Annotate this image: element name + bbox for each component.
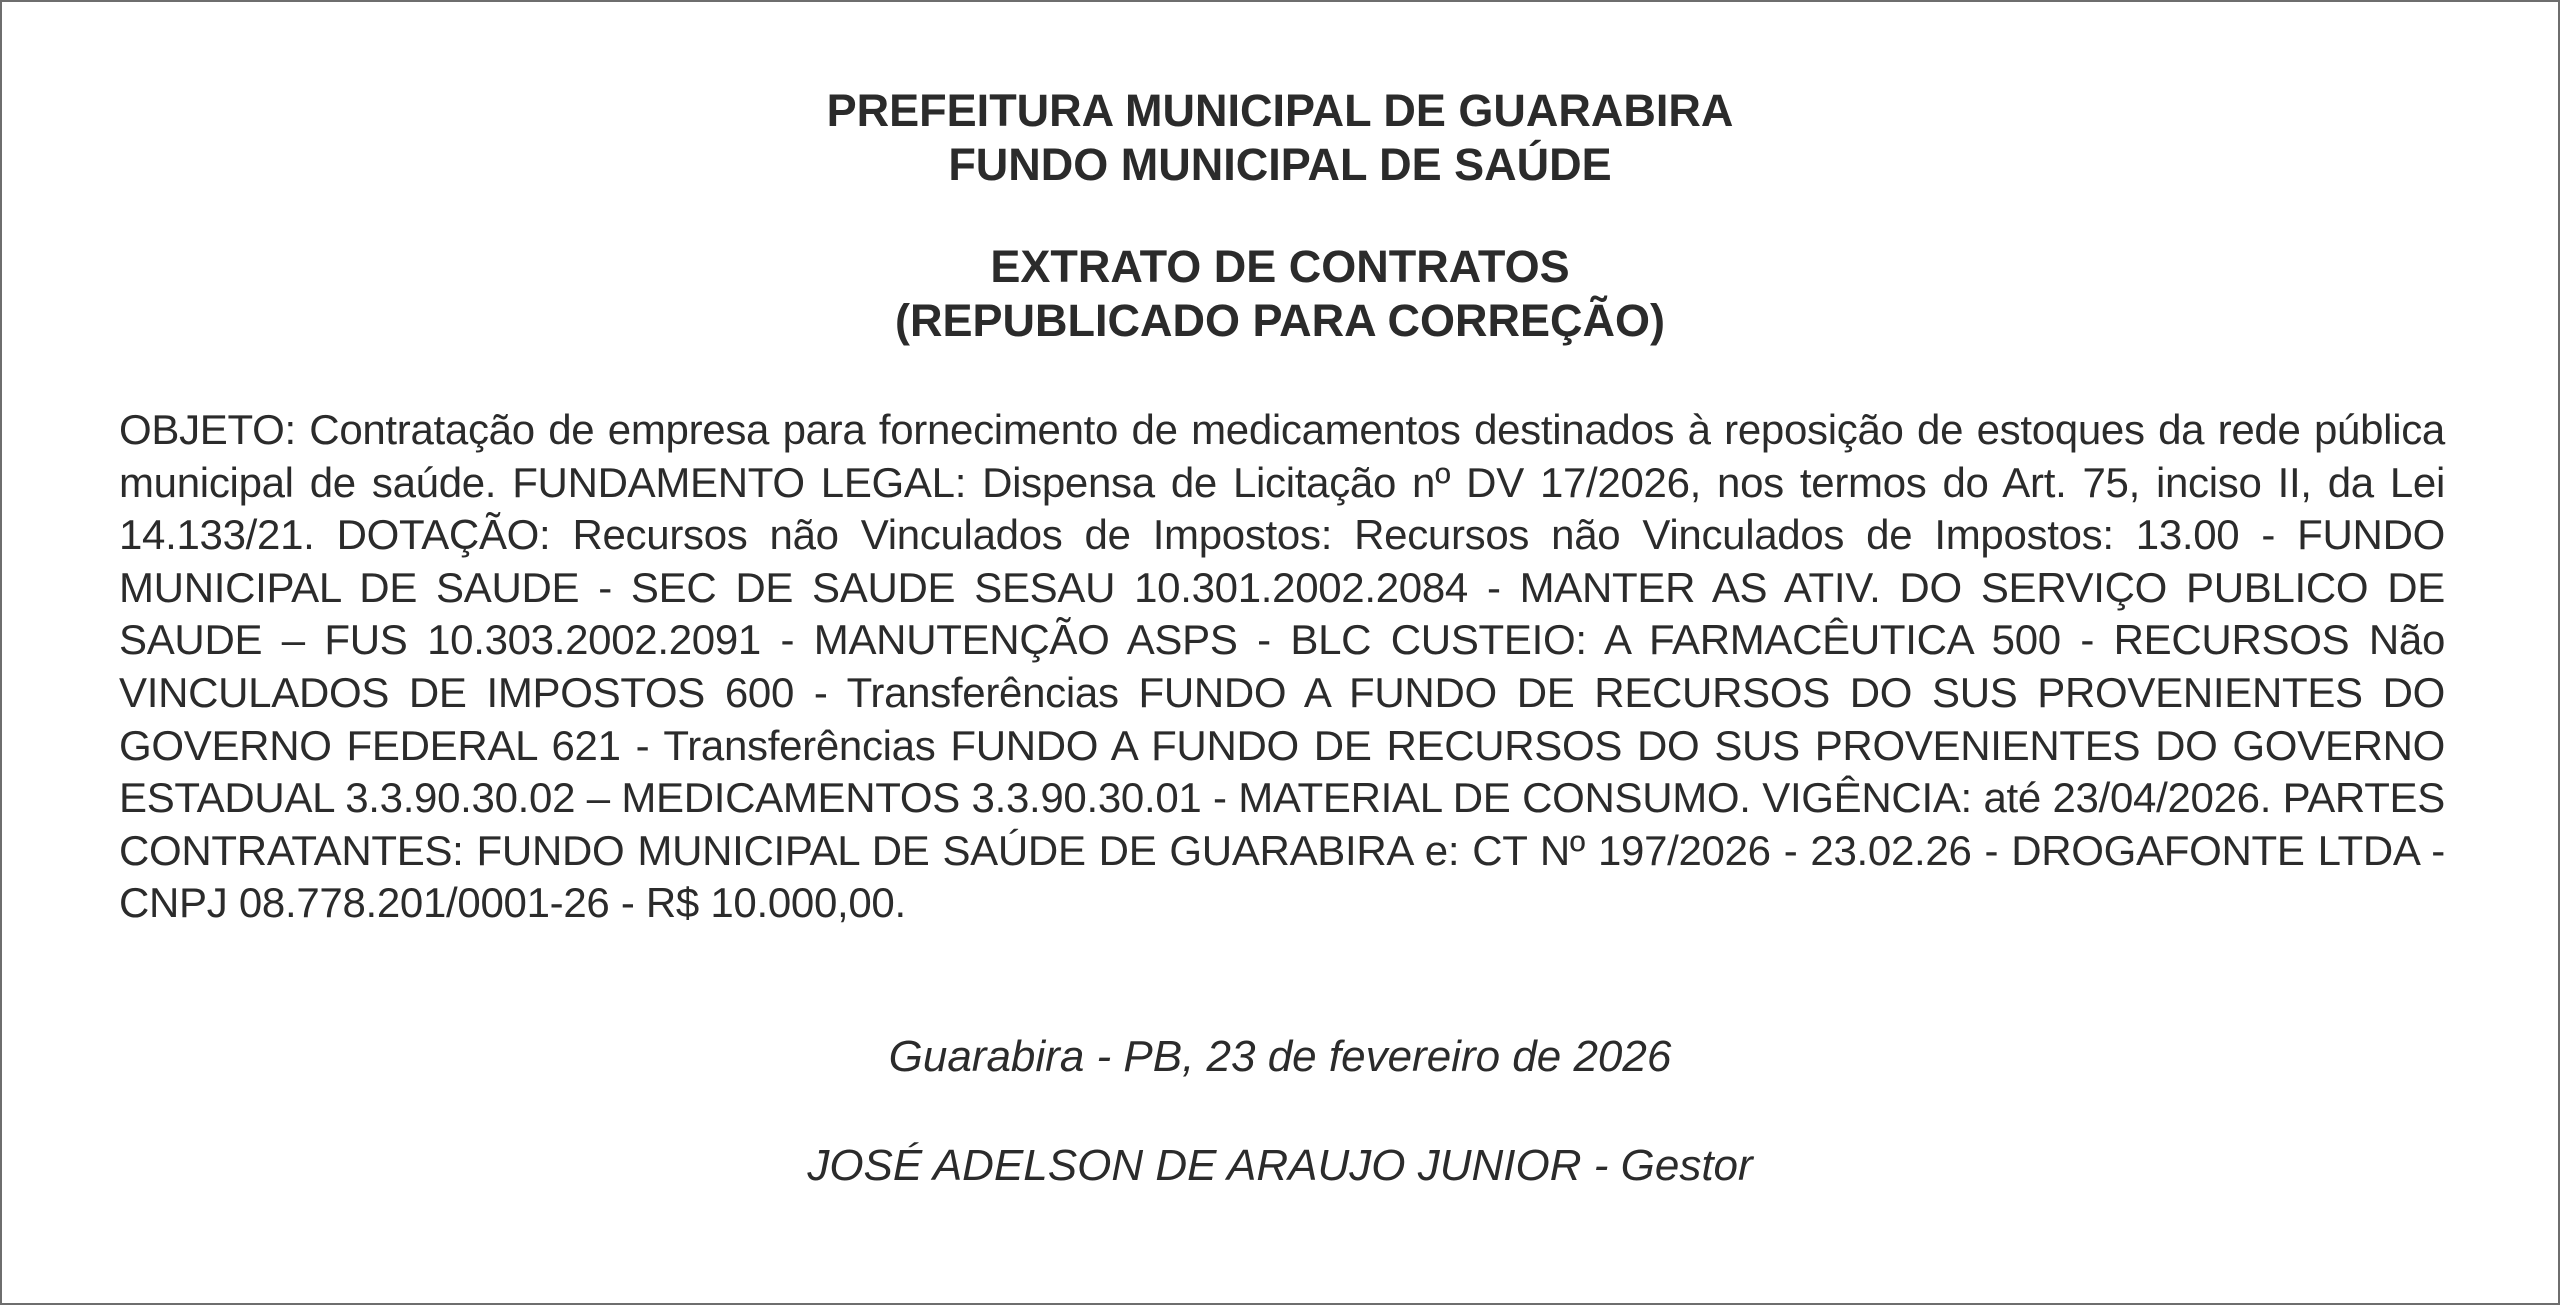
place-and-date: Guarabira - PB, 23 de fevereiro de 2026 — [888, 1032, 1672, 1081]
title-subtitle: (REPUBLICADO PARA CORREÇÃO) — [895, 295, 1665, 346]
fund-name: FUNDO MUNICIPAL DE SAÚDE — [948, 139, 1612, 190]
document-title — [2, 240, 2558, 348]
organization-header — [2, 84, 2558, 192]
title-main: EXTRATO DE CONTRATOS — [990, 241, 1570, 292]
signatory-line: JOSÉ ADELSON DE ARAUJO JUNIOR - Gestor — [807, 1141, 1753, 1190]
municipality-name: PREFEITURA MUNICIPAL DE GUARABIRA — [826, 85, 1734, 136]
contract-body-text: OBJETO: Contratação de empresa para fornecimento de medicamentos destinados à reposição de estoques da rede pública municipal de saúde. FUNDAMENTO LEGAL: Dispensa de Licitação nº DV 17/2026, nos termos do Art. 75, inciso II, da Lei 14.133/21. DOTAÇÃO: Recursos não Vinculados de Impostos: Recursos não Vinculados de Impostos: 13.00 - FUNDO MUNICIPAL DE SAUDE - SEC DE SAUDE SESAU 10.301.2002.2084 - MANTER AS ATIV. DO SERVIÇO PUBLICO DE SAUDE – FUS 10.303.2002.2091 - MANUTENÇÃO ASPS - BLC CUSTEIO: A FARMACÊUTICA 500 - RECURSOS Não VINCULADOS DE IMPOSTOS 600 - Transferências FUNDO A FUNDO DE RECURSOS DO SUS PROVENIENTES DO GOVERNO FEDERAL 621 - Transferências FUNDO A FUNDO DE RECURSOS DO SUS PROVENIENTES DO GOVERNO ESTADUAL 3.3.90.30.02 – MEDICAMENTOS 3.3.90.30.01 - MATERIAL DE CONSUMO. VIGÊNCIA: até 23/04/2026. PARTES CONTRATANTES: FUNDO MUNICIPAL DE SAÚDE DE GUARABIRA e: CT Nº 197/2026 - 23.02.26 - DROGAFONTE LTDA - CNPJ 08.778.201/0001-26 - R$ 10.000,00. — [119, 406, 2445, 927]
